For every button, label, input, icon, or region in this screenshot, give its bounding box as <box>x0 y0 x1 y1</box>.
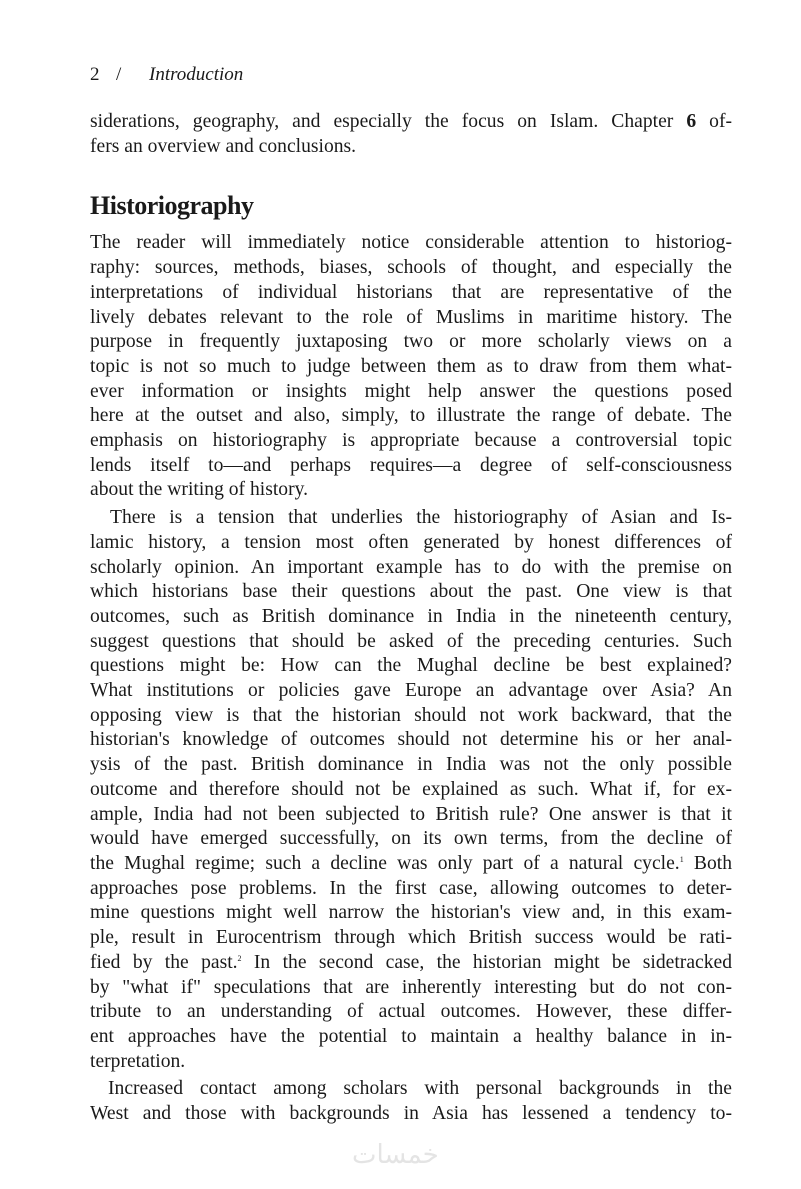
text-line: What institutions or policies gave Europe an advantage over Asia? An <box>90 680 732 702</box>
text-line: Increased contact among scholars with personal backgrounds in the <box>108 1078 732 1100</box>
text-line: which historians base their questions about the past. One view is that <box>90 581 732 603</box>
text-line: emphasis on historiography is appropriate because a controversial topic <box>90 430 732 452</box>
opening-paragraph <box>90 110 732 159</box>
text-line: the Mughal regime; such a decline was only part of a natural cycle.$^1$ Both <box>90 852 732 874</box>
text-line: topic is not so much to judge between them as to draw from them what- <box>90 355 732 377</box>
text-line: raphy: sources, methods, biases, schools of thought, and especially the <box>90 257 732 279</box>
text-line: mine questions might well narrow the historian's view and, in this exam- <box>90 902 732 924</box>
text-line: lamic history, a tension most often generated by honest differences of <box>90 531 732 553</box>
running-head-title: Introduction <box>149 64 244 85</box>
text-line: approaches pose problems. In the first case, allowing outcomes to deter- <box>90 877 732 899</box>
footnote-marker-2[interactable]: 2 <box>237 953 242 963</box>
text-line: ample, India had not been subjected to British rule? One answer is that it <box>90 803 732 825</box>
paragraph-historiography-3 <box>90 1077 732 1126</box>
text-line: about the writing of history. <box>90 479 309 501</box>
page-number: 2 <box>90 64 100 85</box>
text-line: purpose in frequently juxtaposing two or more scholarly views on a <box>90 331 732 353</box>
text-line: here at the outset and also, simply, to illustrate the range of debate. The <box>90 405 732 427</box>
text-line: tribute to an understanding of actual outcomes. However, these differ- <box>90 1001 732 1023</box>
text-line: outcome and therefore should not be explained as such. What if, for ex- <box>90 778 732 800</box>
book-page <box>90 62 732 1127</box>
text-line: ent approaches have the potential to maintain a healthy balance in in- <box>90 1025 732 1047</box>
text-line: scholarly opinion. An important example has to do with the premise on <box>90 556 732 578</box>
text-line: outcomes, such as British dominance in India in the nineteenth century, <box>90 605 732 627</box>
text-line: ysis of the past. British dominance in India was not the only possible <box>90 754 732 776</box>
text-line: West and those with backgrounds in Asia has lessened a tendency to- <box>90 1103 732 1125</box>
text-line: suggest questions that should be asked of the preceding centuries. Such <box>90 630 732 652</box>
text-line: interpretations of individual historians that are representative of the <box>90 281 732 303</box>
text-line: lively debates relevant to the role of Muslims in maritime history. The <box>90 306 732 328</box>
text-line: historian's knowledge of outcomes should not determine his or her anal- <box>90 729 732 751</box>
text-line: There is a tension that underlies the historiography of Asian and Is- <box>110 507 732 529</box>
running-head <box>90 62 732 88</box>
section-heading: Historiography <box>90 191 254 221</box>
footnote-marker-1[interactable]: 1 <box>679 854 684 864</box>
text-line: fers an overview and conclusions. <box>90 135 357 157</box>
text-line: ever information or insights might help answer the questions posed <box>90 380 732 402</box>
paragraph-historiography-1 <box>90 231 732 503</box>
text-line: questions might be: How can the Mughal decline be best explained? <box>90 655 732 677</box>
text-line: siderations, geography, and especially the focus on Islam. Chapter 6 of- <box>90 111 732 132</box>
text-line: ple, result in Eurocentrism through which British success would be rati- <box>90 927 732 949</box>
running-head-separator: / <box>116 64 122 85</box>
watermark-logo: خمسات <box>352 1140 439 1170</box>
text-line: opposing view is that the historian should not work backward, that the <box>90 704 732 726</box>
text-line: The reader will immediately notice considerable attention to historiog- <box>90 232 732 254</box>
text-line: fied by the past.$^2$ In the second case, the historian might be sidetracked <box>90 951 732 973</box>
text-line: terpretation. <box>90 1050 186 1072</box>
chapter-number: 6 <box>686 111 697 132</box>
text-line: by "what if" speculations that are inherently interesting but do not con- <box>90 976 732 998</box>
paragraph-historiography-2 <box>90 506 732 1074</box>
text-line: would have emerged successfully, on its own terms, from the decline of <box>90 828 732 850</box>
text-line: lends itself to—and perhaps requires—a degree of self-consciousness <box>90 454 732 476</box>
